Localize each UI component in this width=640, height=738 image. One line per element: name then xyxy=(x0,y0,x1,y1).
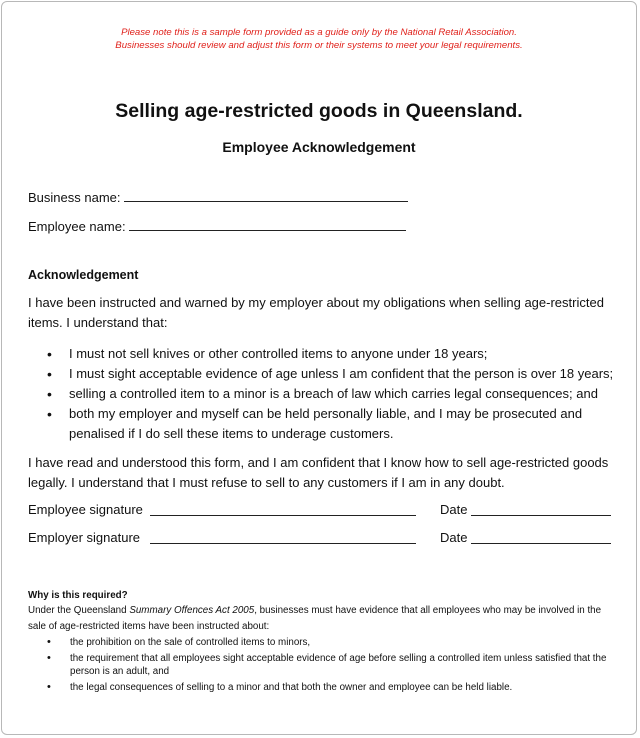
list-item: • selling a controlled item to a minor is a breach of law which carries legal consequences; and xyxy=(28,384,628,404)
form-title: Selling age-restricted goods in Queensland. xyxy=(115,100,523,122)
form-page xyxy=(1,1,637,735)
disclaimer-line-2: Businesses should review and adjust this form or their systems to meet your legal requirements. xyxy=(115,40,523,51)
acknowledgement-list xyxy=(28,344,628,444)
list-item: • the prohibition on the sale of controlled items to minors, xyxy=(28,636,612,649)
why-heading: Why is this required? xyxy=(28,590,128,601)
why-paragraph xyxy=(28,603,612,635)
business-name-line[interactable] xyxy=(124,189,408,202)
employer-signature-row xyxy=(28,530,618,548)
acknowledgement-closing: I have read and understood this form, and I am confident that I know how to sell age-restricted goods legally. I understand that I must refuse to sell to any customers if I am in any doubt. xyxy=(28,455,609,490)
employer-date-label: Date xyxy=(440,530,468,545)
list-item: • I must not sell knives or other controlled items to anyone under 18 years; xyxy=(28,344,628,364)
employee-name-line[interactable] xyxy=(129,218,406,231)
list-item: • I must sight acceptable evidence of age unless I am confident that the person is over 18 years; xyxy=(28,364,628,384)
employee-date-label: Date xyxy=(440,502,468,517)
why-text-after: , businesses must have evidence that all employees who may be involved in the sale of age-restricted items have been instructed about: xyxy=(28,605,602,632)
list-item: • the requirement that all employees sight acceptable evidence of age before selling a controlled item unless satisfied that the person is an adult, and xyxy=(28,652,612,679)
business-name-field[interactable] xyxy=(28,189,408,206)
list-item: • the legal consequences of selling to a minor and that both the owner and employee can be held liable. xyxy=(28,681,612,694)
employee-name-field[interactable] xyxy=(28,218,406,235)
employee-signature-line[interactable] xyxy=(150,515,416,516)
employer-date-line[interactable] xyxy=(471,543,611,544)
business-name-label: Business name: xyxy=(28,190,121,205)
employer-signature-line[interactable] xyxy=(150,543,416,544)
list-item: • both my employer and myself can be held personally liable, and I may be prosecuted and penalised if I do sell these items to underage customers. xyxy=(28,404,628,444)
employer-signature-label: Employer signature xyxy=(28,530,140,545)
employee-signature-label: Employee signature xyxy=(28,502,143,517)
employee-signature-row xyxy=(28,502,618,520)
disclaimer-notice xyxy=(2,26,636,52)
disclaimer-line-1: Please note this is a sample form provided as a guide only by the National Retail Association. xyxy=(121,27,517,38)
acknowledgement-intro: I have been instructed and warned by my employer about my obligations when selling age-restricted items. I understand that: xyxy=(28,295,604,330)
form-subtitle: Employee Acknowledgement xyxy=(222,139,416,155)
employee-name-label: Employee name: xyxy=(28,219,126,234)
employee-date-line[interactable] xyxy=(471,515,611,516)
why-list xyxy=(28,636,612,697)
why-text-before: Under the Queensland xyxy=(28,605,130,616)
act-name: Summary Offences Act 2005 xyxy=(129,605,255,616)
acknowledgement-heading: Acknowledgement xyxy=(28,268,139,282)
